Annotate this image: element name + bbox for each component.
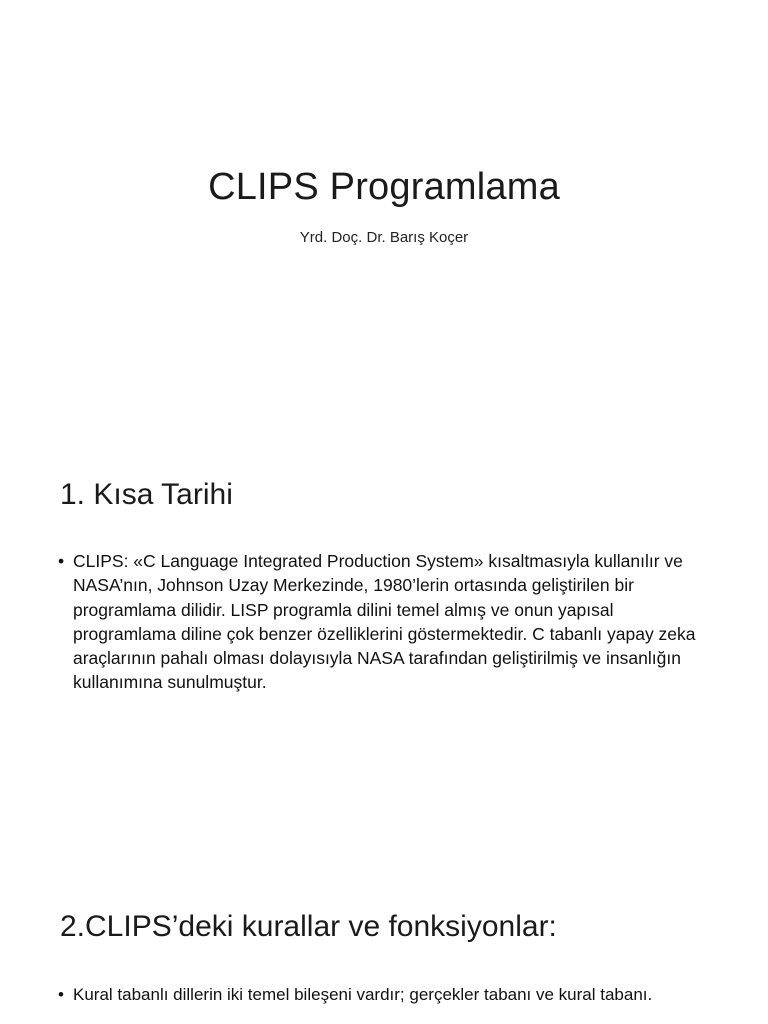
bullet-text: Kural tabanlı dillerin iki temel bileşeni vardır; gerçekler tabanı ve kural tabanı. <box>73 985 653 1004</box>
bullet-list-history <box>58 549 710 695</box>
section-title-history: 1. Kısa Tarihi <box>60 478 233 511</box>
bullet-item <box>58 983 698 1006</box>
presentation-title: CLIPS Programlama <box>208 166 560 208</box>
slide-rules <box>0 860 768 1024</box>
slide-history <box>0 430 768 860</box>
bullet-text: CLIPS: «C Language Integrated Production System» kısaltmasıyla kullanılır ve NASA’nın, Johnson Uzay Merkezinde, 1980’lerin ortasında geliştirilen bir programlama dilidir. LISP programla dilini temel almış ve onun yapısal programlama diline çok benzer özelliklerini göstermektedir. C tabanlı yapay zeka araçlarının pahalı olması dolayısıyla NASA tarafından geliştirilmiş ve insanlığın kullanımına sunulmuştur. <box>73 551 696 693</box>
bullet-list-rules <box>58 983 698 1006</box>
bullet-icon: • <box>58 551 65 571</box>
bullet-item <box>58 549 710 695</box>
bullet-icon: • <box>58 985 64 1004</box>
section-title-rules: 2.CLIPS’deki kurallar ve fonksiyonlar: <box>60 910 557 943</box>
slide-title <box>0 0 768 430</box>
author-subtitle: Yrd. Doç. Dr. Barış Koçer <box>299 229 469 246</box>
